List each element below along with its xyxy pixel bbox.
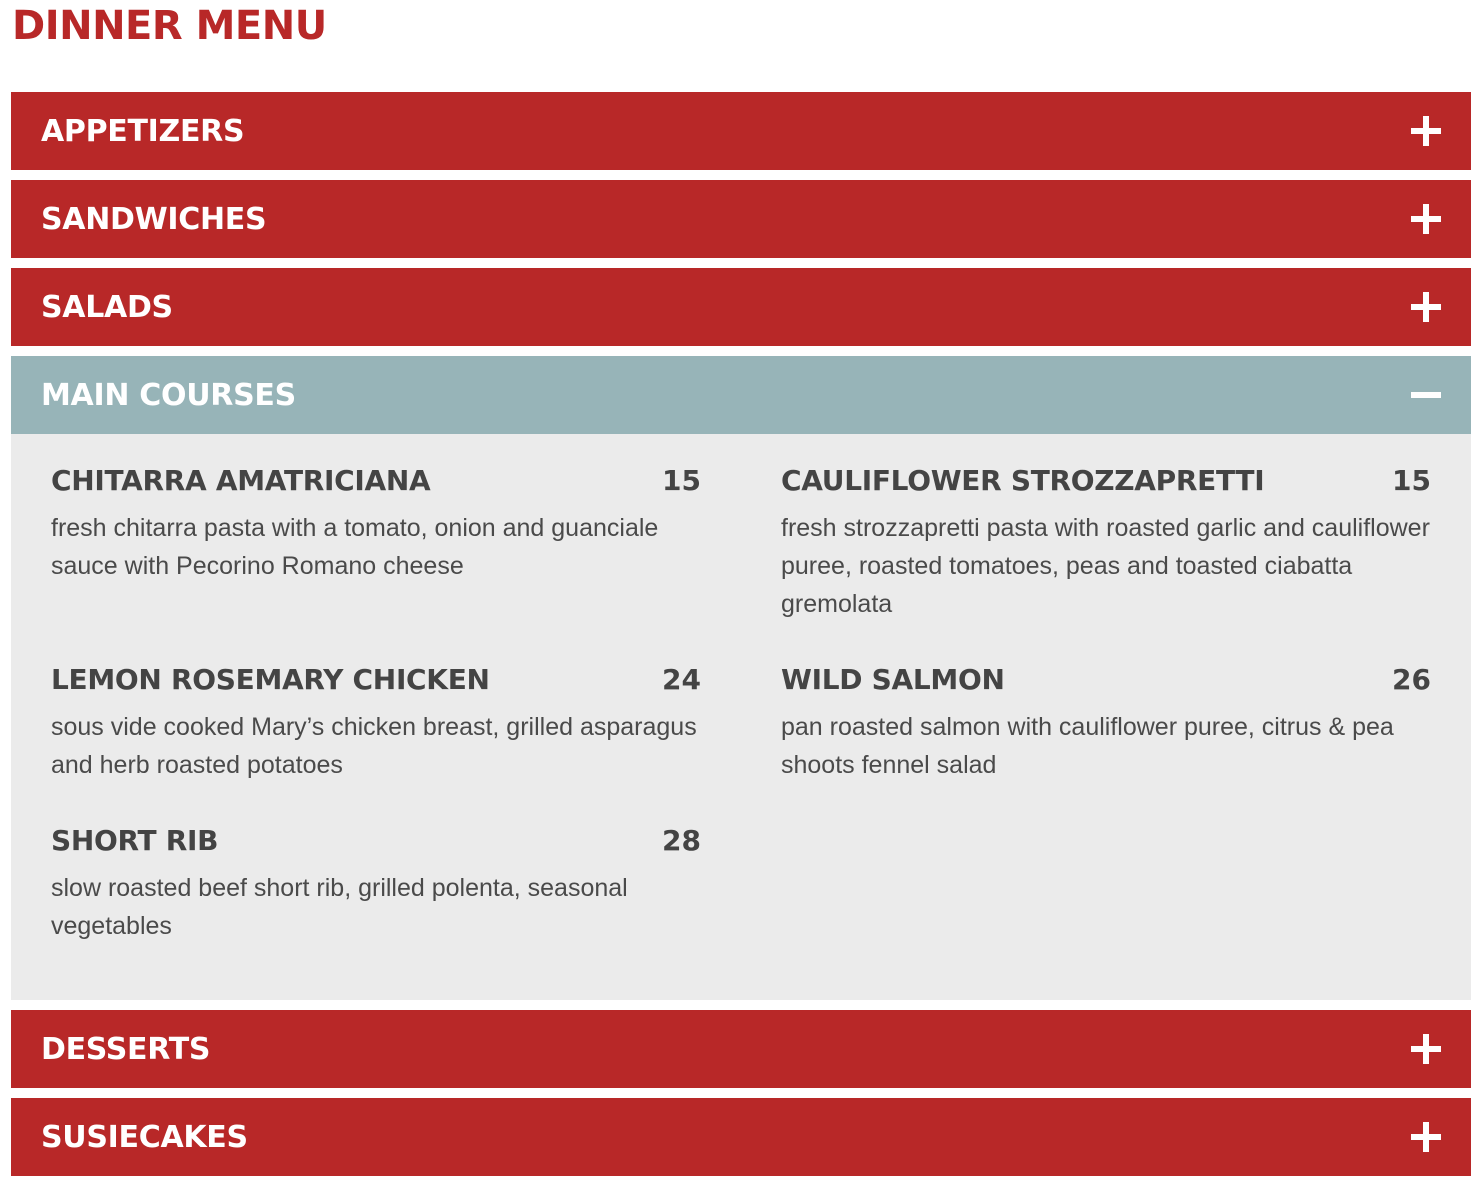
item-description: fresh chitarra pasta with a tomato, onion and guanciale sauce with Pecorino Romano cheese: [51, 514, 659, 580]
item-description: pan roasted salmon with cauliflower puree, citrus & pea shoots fennel salad: [781, 713, 1394, 779]
item-name: WILD SALMON: [781, 663, 1005, 696]
section-appetizers: [11, 92, 1471, 170]
menu-item: [51, 824, 701, 945]
section-body-main-courses: [11, 434, 1471, 1000]
item-description: fresh strozzapretti pasta with roasted garlic and cauliflower puree, roasted tomatoes, peas and toasted ciabatta gremolata: [781, 514, 1430, 618]
section-main-courses: [11, 356, 1471, 1000]
item-price: 28: [662, 824, 701, 857]
plus-icon[interactable]: [1411, 116, 1441, 146]
menu-item: [51, 663, 701, 784]
section-header-desserts[interactable]: [11, 1010, 1471, 1088]
section-label: APPETIZERS: [41, 113, 245, 149]
plus-icon[interactable]: [1411, 1034, 1441, 1064]
section-label: SALADS: [41, 289, 173, 325]
section-header-appetizers[interactable]: [11, 92, 1471, 170]
section-header-main-courses[interactable]: [11, 356, 1471, 434]
item-name: SHORT RIB: [51, 824, 219, 857]
section-sandwiches: [11, 180, 1471, 258]
item-name: LEMON ROSEMARY CHICKEN: [51, 663, 490, 696]
item-name: CHITARRA AMATRICIANA: [51, 464, 431, 497]
item-name: CAULIFLOWER STROZZAPRETTI: [781, 464, 1265, 497]
item-description: slow roasted beef short rib, grilled polenta, seasonal vegetables: [51, 874, 628, 940]
plus-icon[interactable]: [1411, 292, 1441, 322]
section-label: SUSIECAKES: [41, 1119, 248, 1155]
menu-accordion: [11, 92, 1471, 1186]
section-label: DESSERTS: [41, 1031, 211, 1067]
item-price: 15: [662, 464, 701, 497]
minus-icon[interactable]: [1411, 380, 1441, 410]
section-header-sandwiches[interactable]: [11, 180, 1471, 258]
menu-item: [781, 663, 1431, 784]
item-price: 15: [1392, 464, 1431, 497]
section-label: SANDWICHES: [41, 201, 267, 237]
section-label: MAIN COURSES: [41, 377, 296, 413]
section-header-salads[interactable]: [11, 268, 1471, 346]
item-description: sous vide cooked Mary’s chicken breast, grilled asparagus and herb roasted potatoes: [51, 713, 697, 779]
page-title: DINNER MENU: [12, 3, 327, 49]
section-susiecakes: [11, 1098, 1471, 1176]
menu-item: [781, 464, 1431, 623]
section-header-susiecakes[interactable]: [11, 1098, 1471, 1176]
section-desserts: [11, 1010, 1471, 1088]
plus-icon[interactable]: [1411, 204, 1441, 234]
item-price: 24: [662, 663, 701, 696]
menu-item: [51, 464, 701, 623]
item-price: 26: [1392, 663, 1431, 696]
section-salads: [11, 268, 1471, 346]
plus-icon[interactable]: [1411, 1122, 1441, 1152]
